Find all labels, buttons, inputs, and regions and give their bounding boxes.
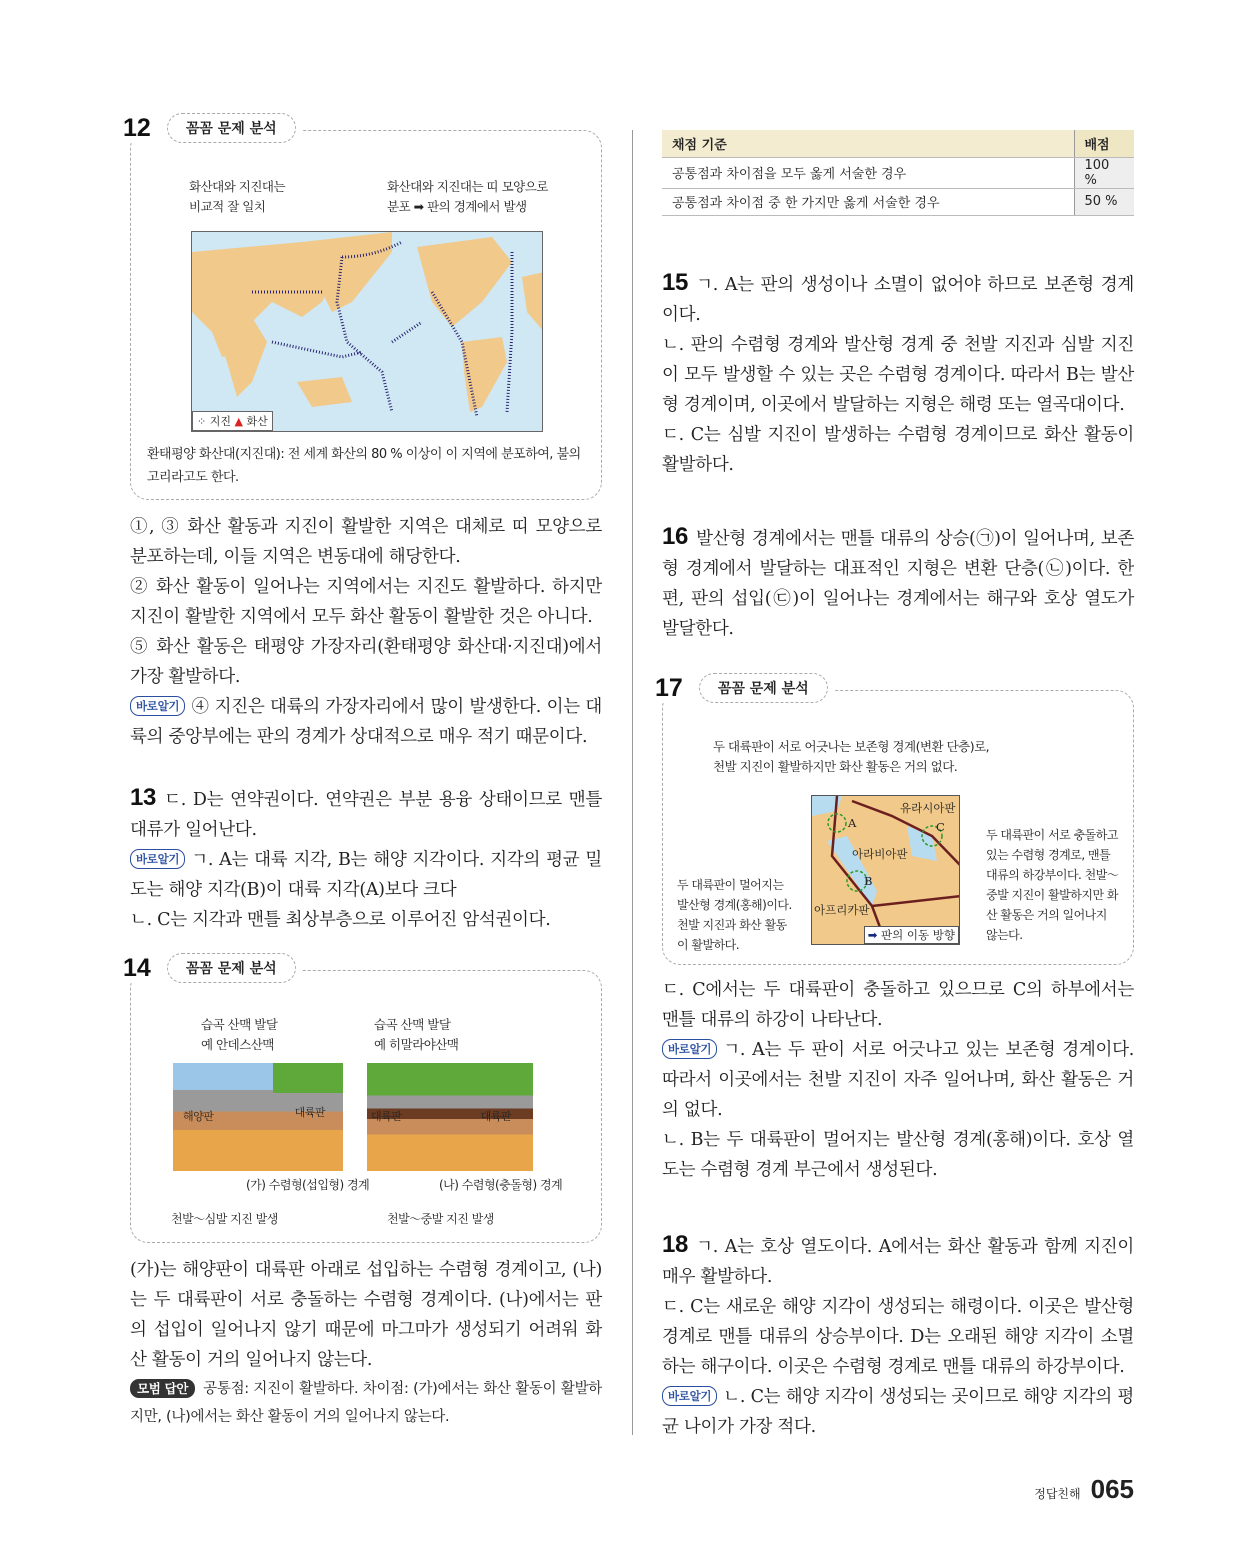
note: 천발～중발 지진 발생 xyxy=(387,1212,494,1226)
answer-16 xyxy=(662,522,1134,644)
legend-label: 지진 xyxy=(209,415,231,428)
question-number: 16 xyxy=(662,523,689,550)
model-answer-badge: 모범 답안 xyxy=(130,1379,195,1398)
paragraph: 발산형 경계에서는 맨틀 대류의 상승(㉠)이 일어나며, 보존형 경계에서 발달하는 대표적인 지형은 변환 단층(㉡)이다. 한편, 판의 섭입(㉢)이 일어나는 경계에서는 해구와 호상 열도가 발달한다. xyxy=(662,529,1134,639)
analysis-box-17 xyxy=(655,673,1134,965)
paragraph: (가)는 해양판이 대륙판 아래로 섭입하는 수렴형 경계이고, (나)는 두 대륙판이 서로 충돌하는 수렴형 경계이다. (나)에서는 판의 섭입이 일어나지 않기 때문에 마그마가 생성되기 어려워 화산 활동이 거의 일어나지 않는다. xyxy=(130,1260,602,1370)
question-number: 17 xyxy=(655,673,683,702)
analysis-tag: 꼼꼼 문제 분석 xyxy=(167,113,296,143)
earthquake-legend-icon: ⁘ xyxy=(197,415,207,428)
note: 천발～심발 지진 발생 xyxy=(171,1212,278,1226)
world-map-figure xyxy=(191,231,543,432)
collision-block-diagram xyxy=(367,1063,533,1171)
label: 해양판 xyxy=(183,1110,214,1123)
paragraph: ㄷ. C에서는 두 대륙판이 충돌하고 있으므로 C의 하부에서는 맨틀 대류의 하강이 나타난다. xyxy=(662,980,1134,1030)
paragraph: ㄱ. A는 호상 열도이다. A에서는 화산 활동과 함께 지진이 매우 활발하다. xyxy=(662,1237,1134,1287)
answer-12 xyxy=(130,512,602,752)
map-label: 아프리카판 xyxy=(814,903,870,917)
model-answer: 공통점: 지진이 활발하다. 차이점: (가)에서는 화산 활동이 활발하지만, (나)에서는 화산 활동이 거의 일어나지 않는다. xyxy=(130,1381,602,1425)
paragraph: ㄴ. 판의 수렴형 경계와 발산형 경계 중 천발 지진과 심발 지진이 모두 발생할 수 있는 곳은 수렴형 경계이다. 따라서 B는 발산형 경계이며, 이곳에서 발달하는 지형은 해령 또는 열곡대이다. xyxy=(662,335,1134,415)
subduction-block-diagram xyxy=(173,1063,343,1171)
page-number: 065 xyxy=(1090,1474,1134,1504)
note: 예 히말라야산맥 xyxy=(374,1037,459,1052)
answer-18 xyxy=(662,1230,1134,1442)
correction-badge: 바로알기 xyxy=(662,1386,717,1406)
analysis-tag: 꼼꼼 문제 분석 xyxy=(167,953,296,983)
note: 두 대륙판이 서로 어긋나는 보존형 경계(변환 단층)로, xyxy=(713,739,990,754)
question-number: 12 xyxy=(123,113,151,142)
note: 두 대륙판이 서로 충돌하고 있는 수렴형 경계로, 맨틀 대류의 하강부이다. 천발～중발 지진이 활발하지만 화산 활동은 거의 일어나지 않는다. xyxy=(986,828,1119,942)
table-header: 배점 xyxy=(1074,130,1134,157)
analysis-box-12 xyxy=(123,113,602,500)
table-header: 채점 기준 xyxy=(662,130,1074,157)
paragraph: ④ 지진은 대륙의 가장자리에서 많이 발생한다. 이는 대륙의 중앙부에는 판의 경계가 상대적으로 매우 적기 때문이다. xyxy=(130,697,602,747)
column-divider xyxy=(632,130,633,1435)
paragraph: ㄴ. B는 두 대륙판이 멀어지는 발산형 경계(홍해)이다. 호상 열도는 수렴형 경계 부근에서 생성된다. xyxy=(662,1130,1134,1180)
figure-caption: (나) 수렴형(충돌형) 경계 xyxy=(439,1178,563,1192)
note: 두 대륙판이 멀어지는 발산형 경계(홍해)이다. 천발 지진과 화산 활동이 활발하다. xyxy=(677,878,792,952)
answer-13 xyxy=(130,783,602,935)
arrow-right-icon: ➡ xyxy=(867,928,878,942)
table-cell: 100 % xyxy=(1074,157,1134,188)
paragraph: ㄴ. C는 지각과 맨틀 최상부층으로 이루어진 암석권이다. xyxy=(130,910,551,930)
analysis-tag: 꼼꼼 문제 분석 xyxy=(699,673,828,703)
note: 천발 지진이 활발하지만 화산 활동은 거의 없다. xyxy=(713,759,958,774)
map-label: 아라비아판 xyxy=(852,847,908,861)
map-label: A xyxy=(848,816,857,830)
figure-caption: (가) 수렴형(섭입형) 경계 xyxy=(246,1178,370,1192)
note: 비교적 잘 일치 xyxy=(189,199,266,214)
table-row xyxy=(662,157,1134,188)
label: 대륙판 xyxy=(294,1106,325,1119)
paragraph: ㄱ. A는 판의 생성이나 소멸이 없어야 하므로 보존형 경계이다. xyxy=(662,275,1134,325)
map-label: C xyxy=(936,820,945,834)
paragraph: ㄱ. A는 대륙 지각, B는 해양 지각이다. 지각의 평균 밀도는 해양 지각(B)이 대륙 지각(A)보다 크다 xyxy=(130,850,602,900)
volcano-legend-icon: ▲ xyxy=(234,415,243,428)
paragraph: ② 화산 활동이 일어나는 지역에서는 지진도 활발하다. 하지만 지진이 활발한 지역에서 모두 화산 활동이 활발한 것은 아니다. xyxy=(130,577,602,627)
paragraph: ㄷ. C는 새로운 해양 지각이 생성되는 해령이다. 이곳은 발산형 경계로 맨틀 대류의 상승부이다. D는 오래된 해양 지각이 소멸하는 해구이다. 이곳은 수렴형 경계로 맨틀 대류의 하강부이다. xyxy=(662,1297,1134,1377)
correction-badge: 바로알기 xyxy=(130,849,185,869)
paragraph: ㄷ. C는 심발 지진이 발생하는 수렴형 경계이므로 화산 활동이 활발하다. xyxy=(662,425,1134,475)
note: 습곡 산맥 발달 xyxy=(374,1017,451,1032)
answer-15 xyxy=(662,268,1134,480)
paragraph: ㄷ. D는 연약권이다. 연약권은 부분 용융 상태이므로 맨틀 대류가 일어난다. xyxy=(130,790,602,840)
map-label: B xyxy=(864,874,873,888)
legend-label: 판의 이동 방향 xyxy=(881,928,955,942)
note: 분포 ➡ 판의 경계에서 발생 xyxy=(387,199,527,214)
table-cell: 50 % xyxy=(1074,188,1134,215)
table-cell: 공통점과 차이점을 모두 옳게 서술한 경우 xyxy=(662,157,1074,188)
table-row xyxy=(662,188,1134,215)
paragraph: ㄱ. A는 두 판이 서로 어긋나고 있는 보존형 경계이다. 따라서 이곳에서는 천발 지진이 자주 일어나며, 화산 활동은 거의 없다. xyxy=(662,1040,1134,1120)
scoring-table xyxy=(662,130,1134,216)
analysis-box-14 xyxy=(123,953,602,1243)
figure-caption: 환태평양 화산대(지진대): 전 세계 화산의 80 % 이상이 이 지역에 분포하여, 불의 고리라고도 한다. xyxy=(147,447,581,485)
answer-14 xyxy=(130,1255,602,1431)
paragraph: ①, ③ 화산 활동과 지진이 활발한 지역은 대체로 띠 모양으로 분포하는데, 이들 지역은 변동대에 해당한다. xyxy=(130,517,602,567)
question-number: 13 xyxy=(130,784,157,811)
table-cell: 공통점과 차이점 중 한 가지만 옳게 서술한 경우 xyxy=(662,188,1074,215)
map-shapes xyxy=(812,796,960,945)
question-number: 14 xyxy=(123,953,151,982)
note: 습곡 산맥 발달 xyxy=(201,1017,278,1032)
legend-label: 화산 xyxy=(246,415,268,428)
correction-badge: 바로알기 xyxy=(130,696,185,716)
paragraph: ⑤ 화산 활동은 태평양 가장자리(환태평양 화산대·지진대)에서 가장 활발하다. xyxy=(130,637,602,687)
arabia-plate-map xyxy=(811,795,960,945)
footer-label: 정답친해 xyxy=(1034,1487,1081,1501)
world-map xyxy=(192,232,543,432)
question-number: 15 xyxy=(662,269,689,296)
page-footer xyxy=(1034,1474,1134,1505)
paragraph: ㄴ. C는 해양 지각이 생성되는 곳이므로 해양 지각의 평균 나이가 가장 적다. xyxy=(662,1387,1134,1437)
correction-badge: 바로알기 xyxy=(662,1039,717,1059)
map-label: 유라시아판 xyxy=(900,801,956,815)
note: 예 안데스산맥 xyxy=(201,1037,274,1052)
note: 화산대와 지진대는 xyxy=(189,179,286,194)
label: 대륙판 xyxy=(371,1110,402,1123)
label: 대륙판 xyxy=(480,1110,511,1123)
note: 화산대와 지진대는 띠 모양으로 xyxy=(387,179,548,194)
answer-17 xyxy=(662,975,1134,1185)
question-number: 18 xyxy=(662,1231,689,1258)
